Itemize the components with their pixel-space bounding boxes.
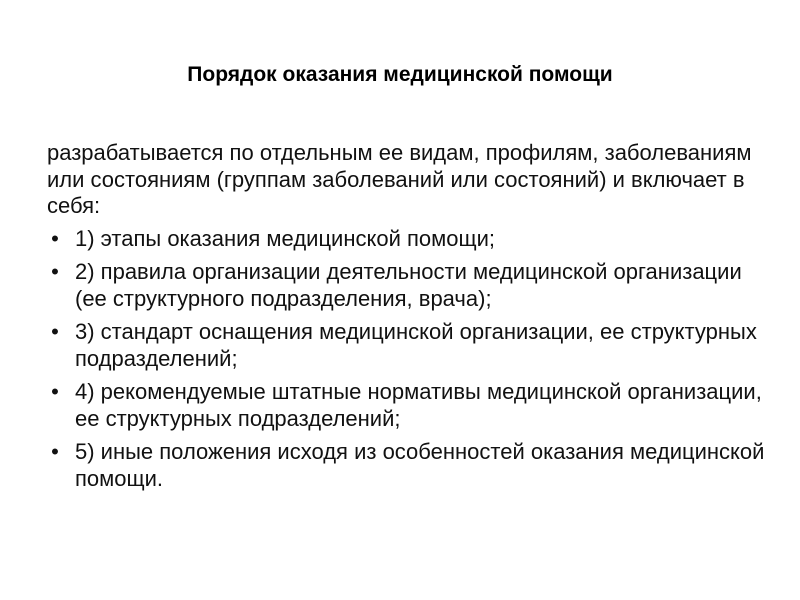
list-item — [47, 439, 767, 492]
intro-paragraph: разрабатывается по отдельным ее видам, профилям, заболеваниям или состояниям (группам заболеваний или состояний) и включает в себя: — [47, 140, 752, 218]
list-item — [47, 379, 767, 432]
list-item — [47, 226, 767, 253]
list-item-text: 1) этапы оказания медицинской помощи; — [75, 225, 495, 251]
bullet-icon: • — [51, 379, 59, 404]
list-item — [47, 319, 767, 372]
bullet-icon: • — [51, 439, 59, 464]
bullet-icon: • — [51, 319, 59, 344]
list-item-text: 4) рекомендуемые штатные нормативы медицинской организации, ее структурных подразделений; — [75, 379, 762, 431]
bullet-list — [47, 226, 767, 493]
list-item-text: 5) иные положения исходя из особенностей оказания медицинской помощи. — [75, 439, 765, 491]
bullet-icon: • — [51, 225, 59, 251]
list-item-text: 3) стандарт оснащения медицинской организации, ее структурных подразделений; — [75, 319, 757, 371]
slide-body — [47, 140, 767, 499]
bullet-icon: • — [51, 259, 59, 284]
slide-title: Порядок оказания медицинской помощи — [187, 63, 613, 86]
list-item-text: 2) правила организации деятельности медицинской организации (ее структурного подразделения, врача); — [75, 259, 742, 311]
list-item — [47, 259, 767, 312]
